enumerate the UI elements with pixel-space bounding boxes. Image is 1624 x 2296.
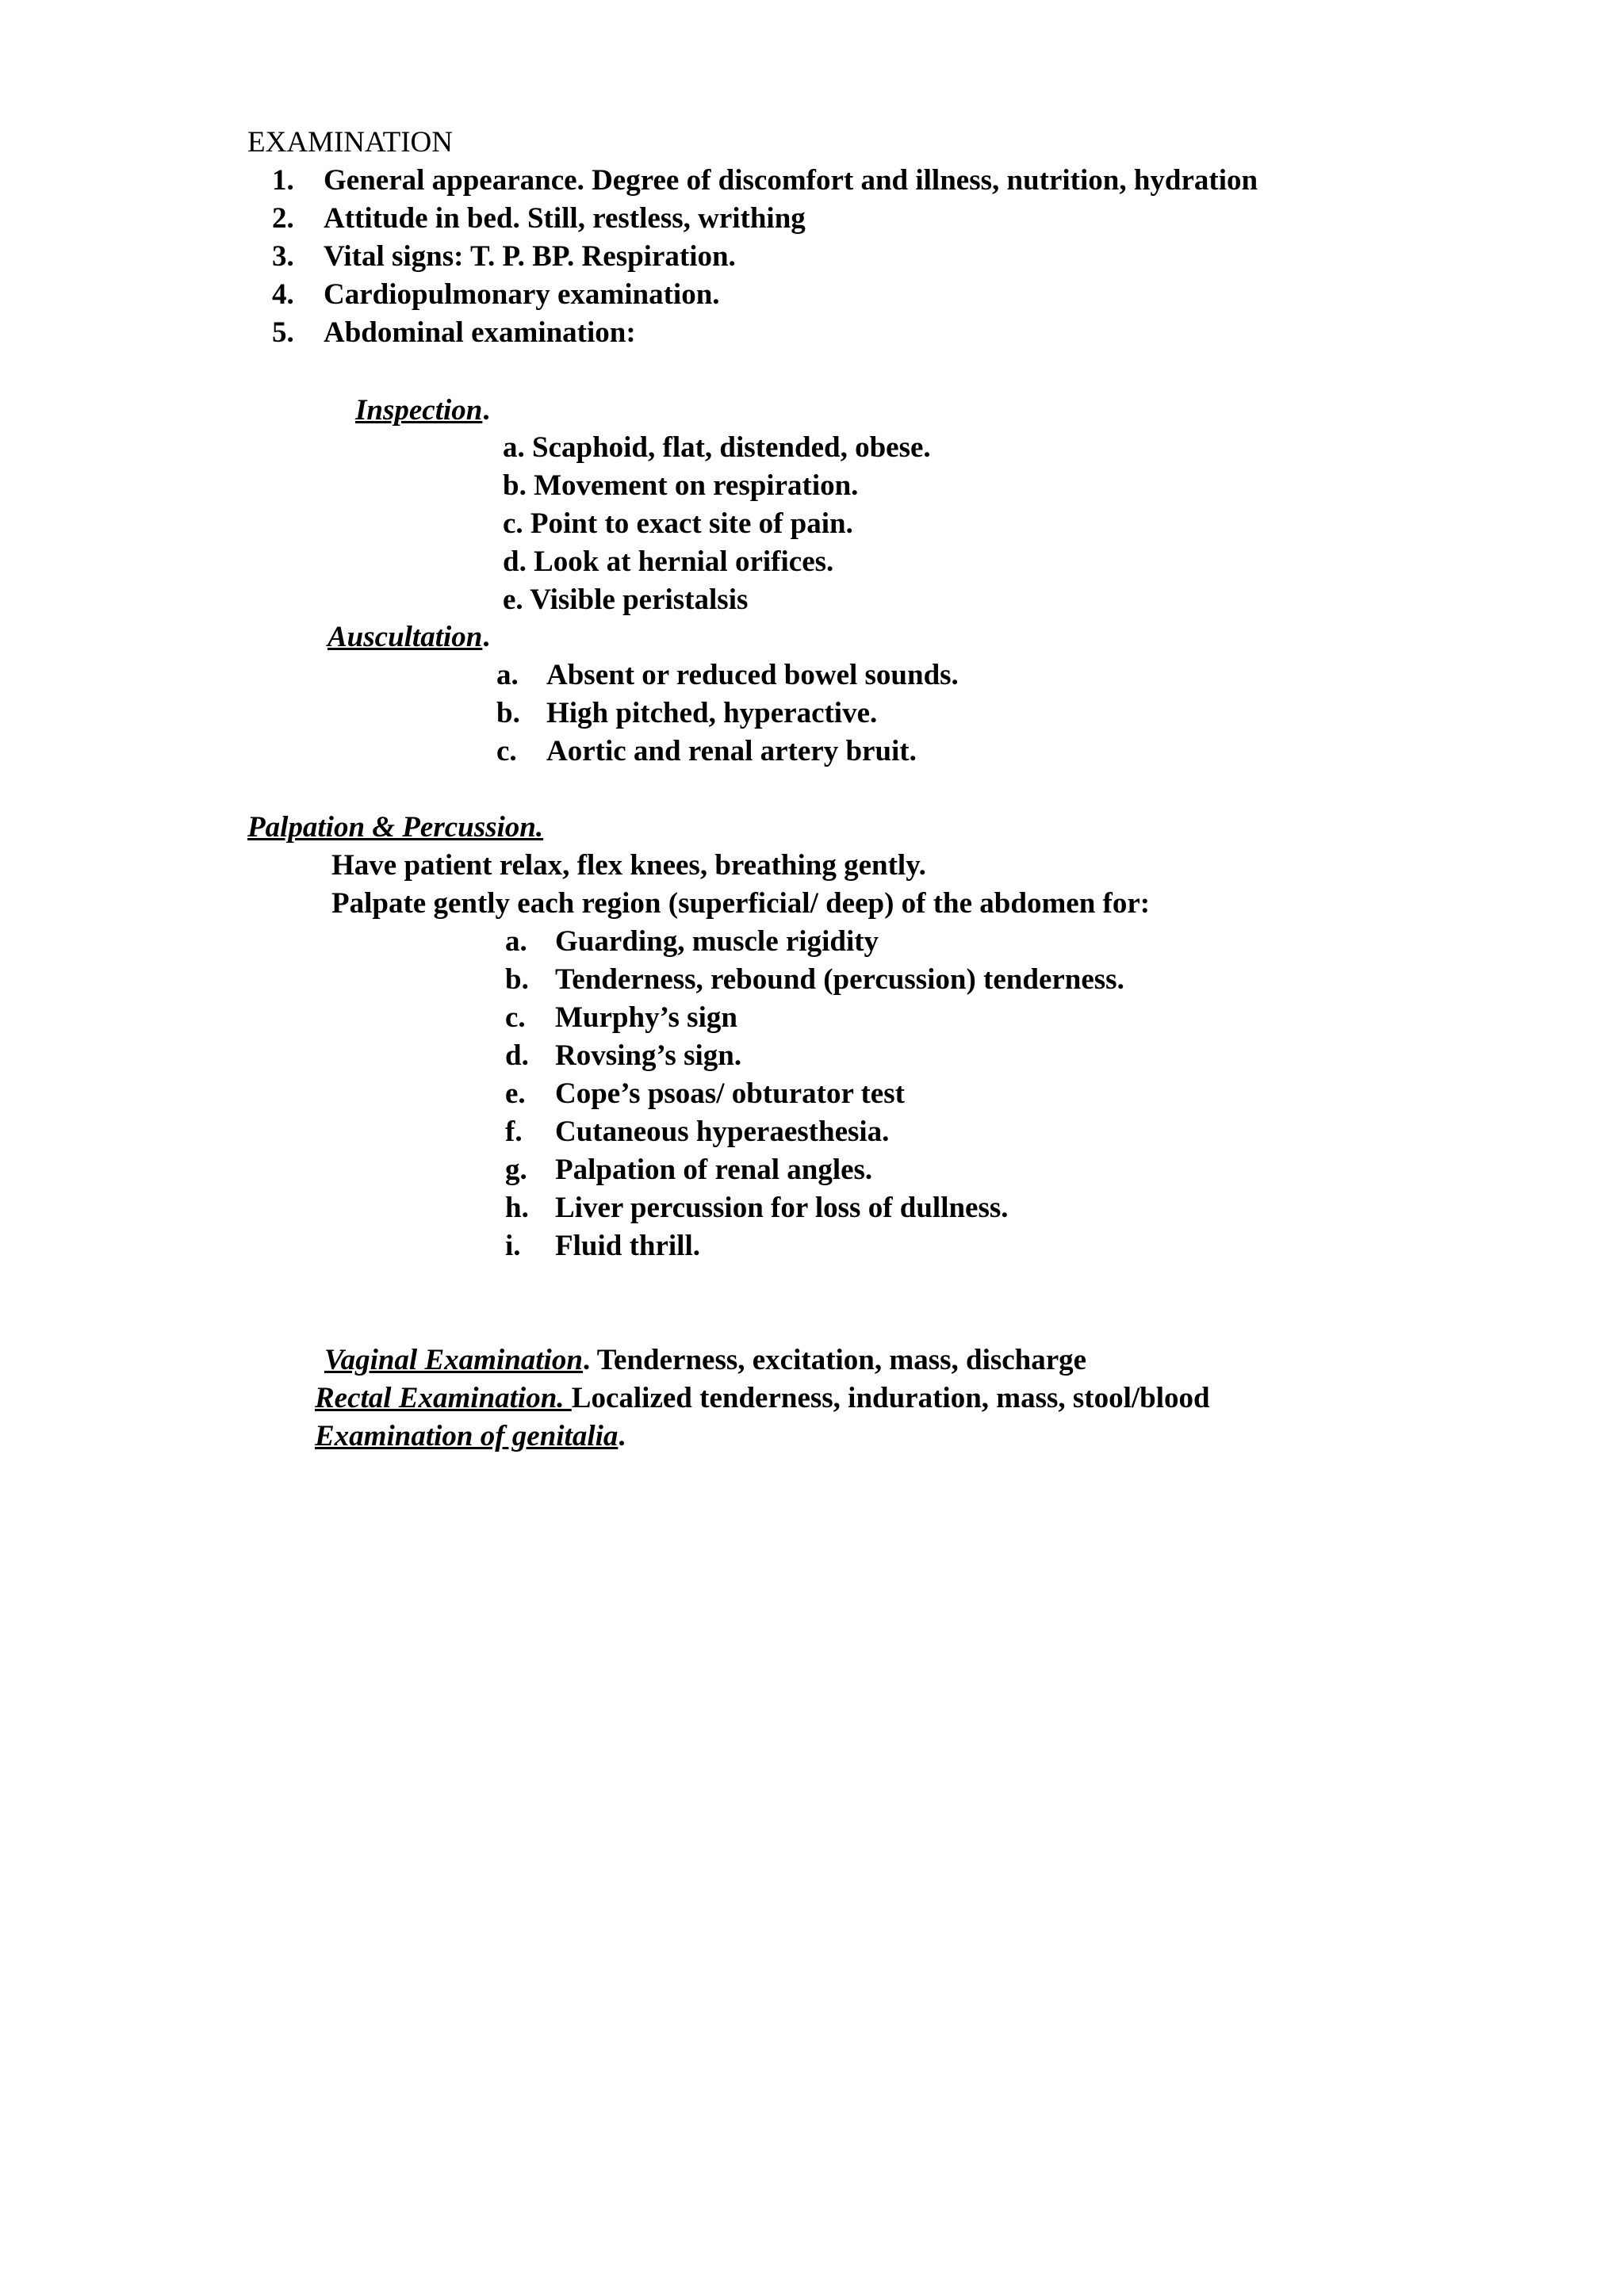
numbered-item-4 (272, 277, 720, 312)
item-text: High pitched, hyperactive. (546, 697, 878, 729)
auscultation-item-a (496, 658, 959, 693)
auscultation-item-c (496, 734, 917, 769)
item-text: Cardiopulmonary examination. (324, 278, 720, 311)
item-text: Cope’s psoas/ obturator test (555, 1077, 905, 1110)
palpation-item-i (505, 1229, 700, 1264)
numbered-item-5 (272, 316, 636, 350)
auscultation-item-b (496, 696, 877, 731)
item-number: 3. (272, 240, 294, 273)
item-mark: d. (505, 1039, 529, 1072)
inspection-heading-line (355, 393, 490, 428)
palpation-item-a (505, 924, 879, 959)
item-mark: e. (505, 1077, 526, 1110)
auscultation-heading-line (327, 620, 490, 655)
numbered-item-2 (272, 201, 806, 236)
inspection-item-d: d. Look at hernial orifices. (503, 545, 834, 578)
item-mark: b. (496, 697, 520, 729)
item-mark: a. (496, 659, 519, 691)
inspection-item-a: a. Scaphoid, flat, distended, obese. (503, 431, 931, 464)
heading-punct: . (618, 1420, 626, 1452)
palpation-intro-1: Have patient relax, flex knees, breathing gently. (331, 849, 926, 882)
vaginal-heading: Vaginal Examination (324, 1344, 583, 1376)
rectal-text: Localized tenderness, induration, mass, stool/blood (571, 1382, 1210, 1414)
item-mark: g. (505, 1154, 527, 1186)
palpation-item-d (505, 1039, 741, 1073)
item-mark: c. (505, 1001, 526, 1034)
numbered-item-1 (272, 163, 1258, 198)
heading-punct: . (482, 621, 490, 653)
item-text: General appearance. Degree of discomfort and illness, nutrition, hydration (324, 164, 1258, 197)
vaginal-line (324, 1343, 1086, 1378)
item-text: Rovsing’s sign. (555, 1039, 742, 1072)
item-text: Abdominal examination: (324, 316, 636, 349)
page-title: EXAMINATION (247, 126, 453, 159)
palpation-item-e (505, 1077, 905, 1112)
item-text: Vital signs: T. P. BP. Respiration. (324, 240, 736, 273)
item-number: 5. (272, 316, 294, 349)
genitalia-heading: Examination of genitalia (315, 1420, 619, 1452)
item-mark: i. (505, 1230, 521, 1262)
item-text: Attitude in bed. Still, restless, writhing (324, 202, 806, 235)
item-text: Guarding, muscle rigidity (555, 925, 879, 958)
item-text: Cutaneous hyperaesthesia. (555, 1115, 890, 1148)
inspection-heading: Inspection (355, 394, 483, 427)
palpation-heading: Palpation & Percussion. (247, 811, 544, 844)
item-mark: b. (505, 963, 529, 996)
heading-punct: . (482, 394, 490, 427)
item-mark: f. (505, 1115, 523, 1148)
item-number: 2. (272, 202, 294, 235)
rectal-line (315, 1381, 1210, 1416)
item-text: Tenderness, rebound (percussion) tenderness. (555, 963, 1124, 996)
vaginal-text: . Tenderness, excitation, mass, discharge (582, 1344, 1087, 1376)
genitalia-line (315, 1419, 626, 1454)
inspection-item-e: e. Visible peristalsis (503, 584, 749, 616)
palpation-item-c (505, 1001, 737, 1035)
rectal-heading: Rectal Examination. (315, 1382, 565, 1414)
palpation-item-g (505, 1153, 872, 1188)
palpation-item-b (505, 962, 1124, 997)
palpation-item-h (505, 1191, 1009, 1226)
item-text: Palpation of renal angles. (555, 1154, 873, 1186)
auscultation-heading: Auscultation (327, 621, 483, 653)
palpation-item-f (505, 1115, 889, 1150)
item-mark: h. (505, 1192, 529, 1224)
inspection-item-c: c. Point to exact site of pain. (503, 507, 853, 540)
inspection-item-b: b. Movement on respiration. (503, 469, 859, 502)
item-text: Liver percussion for loss of dullness. (555, 1192, 1009, 1224)
item-mark: a. (505, 925, 527, 958)
item-number: 4. (272, 278, 294, 311)
item-text: Fluid thrill. (555, 1230, 700, 1262)
item-text: Murphy’s sign (555, 1001, 737, 1034)
item-text: Aortic and renal artery bruit. (546, 735, 917, 767)
palpation-intro-2: Palpate gently each region (superficial/ deep) of the abdomen for: (331, 887, 1151, 920)
item-mark: c. (496, 735, 517, 767)
item-number: 1. (272, 164, 294, 197)
item-text: Absent or reduced bowel sounds. (546, 659, 959, 691)
numbered-item-3 (272, 239, 736, 274)
